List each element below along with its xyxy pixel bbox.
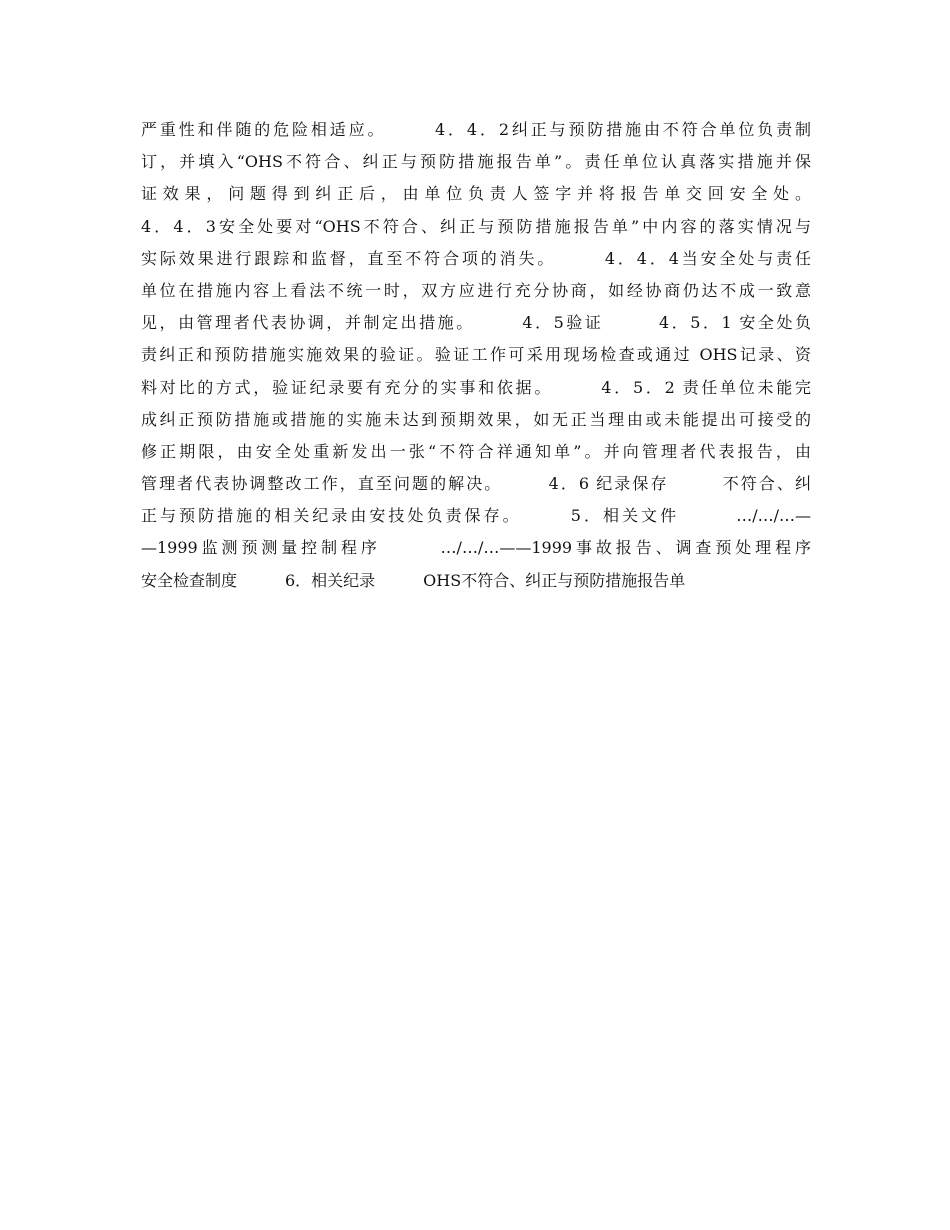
text-line: 证效果，问题得到纠正后，由单位负责人签字并将报告单交回安全处。 (141, 184, 811, 204)
body-text (141, 114, 811, 597)
text-line: 成纠正预防措施或措施的实施未达到预期效果，如无正当理由或未能提出可接受的 (141, 409, 811, 429)
text-line: 严重性和伴随的危险相适应。 4．4．2纠正与预防措施由不符合单位负责制 (141, 120, 811, 139)
text-line: 料对比的方式，验证纪录要有充分的实事和依据。 4．5．2 责任单位未能完 (141, 377, 811, 397)
text-line: 订，并填入“OHS不符合、纠正与预防措施报告单”。责任单位认真落实措施并保 (141, 152, 811, 172)
text-line: 单位在措施内容上看法不统一时，双方应进行充分协商，如经协商仍达不成一致意 (141, 280, 811, 300)
text-line: 实际效果进行跟踪和监督，直至不符合项的消失。 4．4．4当安全处与责任 (141, 248, 811, 268)
text-line: 见，由管理者代表协调，并制定出措施。 4．5验证 4．5．1 安全处负 (141, 313, 811, 333)
text-line: —1999监测预测量控制程序 …/…/…——1999事故报告、调查预处理程序 (141, 538, 811, 558)
text-line: 4．4．3安全处要对“OHS不符合、纠正与预防措施报告单”中内容的落实情况与 (141, 216, 811, 236)
text-line: 正与预防措施的相关纪录由安技处负责保存。 5．相关文件 …/…/…— (141, 506, 811, 526)
text-line: 修正期限，由安全处重新发出一张“不符合祥通知单”。并向管理者代表报告，由 (141, 441, 811, 461)
text-line: 管理者代表协调整改工作，直至问题的解决。 4．6 纪录保存 不符合、纠 (141, 474, 811, 494)
text-line: 责纠正和预防措施实施效果的验证。验证工作可采用现场检查或通过 OHS记录、资 (141, 345, 811, 365)
text-line: 安全检查制度 6．相关纪录 OHS不符合、纠正与预防措施报告单 (141, 570, 686, 590)
